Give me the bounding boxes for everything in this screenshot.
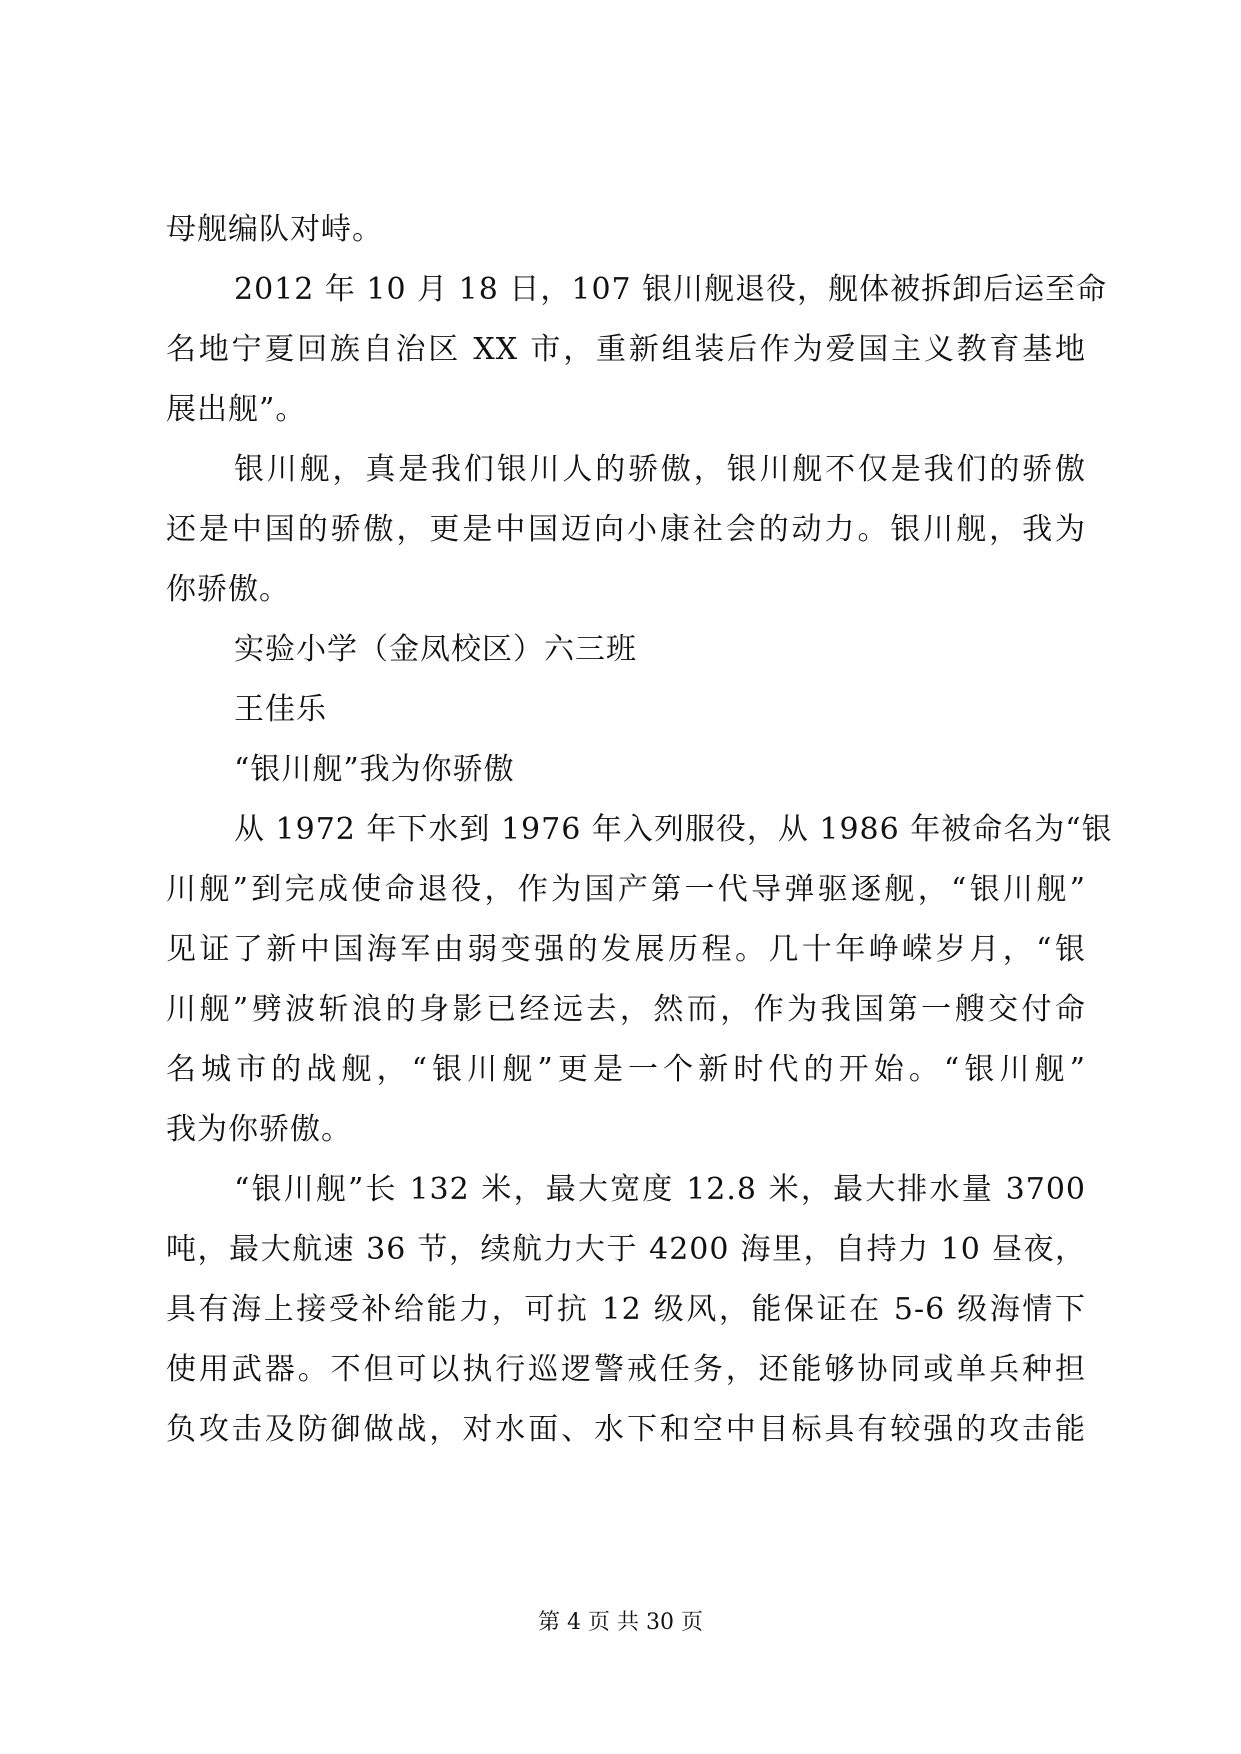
text-line: 名城市的战舰，“银川舰”更是一个新时代的开始。“银川舰” (166, 1052, 1086, 1087)
text-line: 川舰”到完成使命退役，作为国产第一代导弹驱逐舰，“银川舰” (166, 872, 1086, 907)
text-line: 我为你骄傲。 (166, 1112, 352, 1147)
text-line: 从 1972 年下水到 1976 年入列服役，从 1986 年被命名为“银 (234, 812, 1113, 847)
author-name: 王佳乐 (234, 692, 327, 727)
essay-title: “银川舰”我为你骄傲 (234, 752, 515, 787)
document-body (166, 200, 1113, 1460)
text-line: 银川舰，真是我们银川人的骄傲，银川舰不仅是我们的骄傲 (234, 452, 1086, 487)
text-line: 负攻击及防御做战，对水面、水下和空中目标具有较强的攻击能 (166, 1412, 1086, 1447)
text-line: 还是中国的骄傲，更是中国迈向小康社会的动力。银川舰，我为 (166, 512, 1086, 547)
text-line: 川舰”劈波斩浪的身影已经远去，然而，作为我国第一艘交付命 (166, 992, 1086, 1027)
text-line: 具有海上接受补给能力，可抗 12 级风，能保证在 5-6 级海情下 (166, 1292, 1086, 1327)
text-line: 你骄傲。 (166, 572, 290, 607)
text-line: “银川舰”长 132 米，最大宽度 12.8 米，最大排水量 3700 (234, 1172, 1086, 1207)
page-number-footer: 第 4 页 共 30 页 (538, 1610, 703, 1635)
text-line: 母舰编队对峙。 (166, 212, 383, 247)
school-class-line: 实验小学（金凤校区）六三班 (234, 632, 637, 667)
text-line: 展出舰”。 (166, 392, 307, 427)
text-line: 吨，最大航速 36 节，续航力大于 4200 海里，自持力 10 昼夜， (166, 1232, 1086, 1267)
text-line: 2012 年 10 月 18 日，107 银川舰退役，舰体被拆卸后运至命 (234, 272, 1108, 307)
text-line: 见证了新中国海军由弱变强的发展历程。几十年峥嵘岁月，“银 (166, 932, 1086, 967)
text-line: 名地宁夏回族自治区 XX 市，重新组装后作为爱国主义教育基地 (166, 332, 1086, 367)
text-line: 使用武器。不但可以执行巡逻警戒任务，还能够协同或单兵种担 (166, 1352, 1086, 1387)
